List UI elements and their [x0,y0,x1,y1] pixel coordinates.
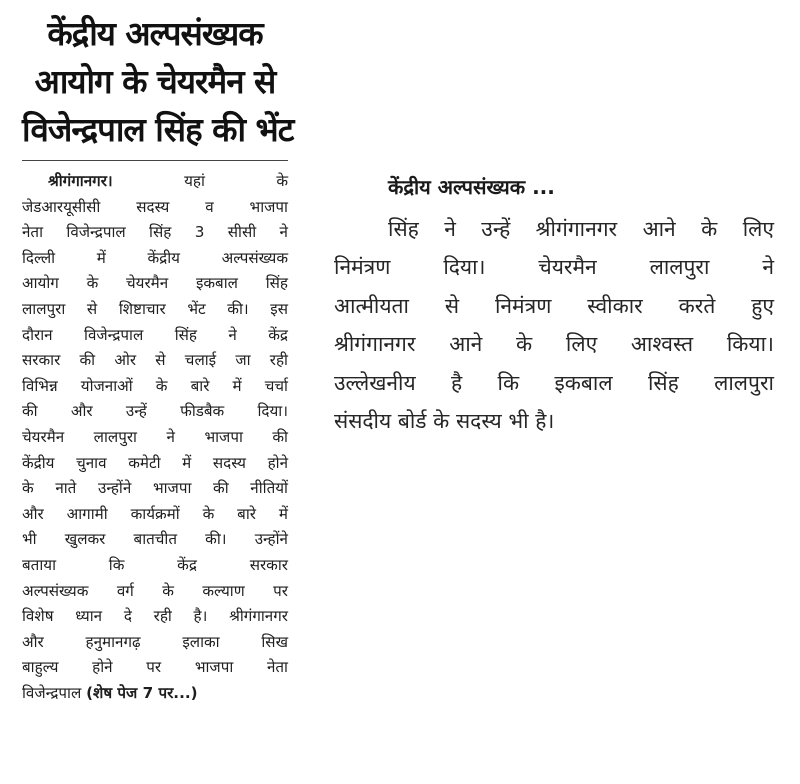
headline-divider [22,160,288,161]
body-line: और आगामी कार्यक्रमों के बारे में [22,504,288,523]
body-line-text: यहां के [184,172,288,190]
body-line: चेयरमैन लालपुरा ने भाजपा की [22,427,288,446]
body-line: विभिन्न योजनाओं के बारे में चर्चा [22,376,288,395]
body-line: केंद्रीय चुनाव कमेटी में सदस्य होने [22,453,288,472]
body-line: बाहुल्य होने पर भाजपा नेता [22,658,288,677]
body-line: विशेष ध्यान दे रही है। श्रीगंगानगर [22,607,288,626]
continued-note: (शेष पेज 7 पर...) [86,683,198,702]
body-line: और हनुमानगढ़ इलाका सिख [22,632,288,651]
body-line: की और उन्हें फीडबैक दिया। [22,402,288,421]
continuation-heading: केंद्रीय अल्पसंख्यक ... [388,175,555,199]
body-line: जेडआरयूसीसी सदस्य व भाजपा [22,197,288,216]
body-line: अल्पसंख्यक वर्ग के कल्याण पर [22,581,288,600]
body-line-text: विजेन्द्रपाल [22,683,82,702]
continuation-line: श्रीगंगानगर आने के लिए आश्वस्त किया। [334,332,774,357]
body-line: सरकार की ओर से चलाई जा रही [22,351,288,370]
article-headline [22,10,294,154]
body-line [22,681,288,707]
body-line: लालपुरा से शिष्टाचार भेंट की। इस [22,299,288,318]
headline-line: आयोग के चेयरमैन से [34,62,276,101]
continuation-line: निमंत्रण दिया। चेयरमैन लालपुरा ने [334,255,774,280]
continuation-body [334,210,774,440]
continuation-article [334,170,774,440]
body-line: भी खुलकर बातचीत की। उन्होंने [22,530,288,549]
body-line: दौरान विजेन्द्रपाल सिंह ने केंद्र [22,325,288,344]
continuation-line: संसदीय बोर्ड के सदस्य भी है। [334,409,555,434]
continuation-line: आत्मीयता से निमंत्रण स्वीकार करते हुए [334,293,774,318]
body-line: बताया कि केंद्र सरकार [22,555,288,574]
body-line: दिल्ली में केंद्रीय अल्पसंख्यक [22,248,288,267]
body-line: आयोग के चेयरमैन इकबाल सिंह [22,274,288,293]
continuation-line: सिंह ने उन्हें श्रीगंगानगर आने के लिए [388,217,774,241]
dateline: श्रीगंगानगर। [48,172,113,190]
main-article [22,10,294,706]
headline-line: विजेन्द्रपाल सिंह की भेंट [22,110,294,149]
body-line: के नाते उन्होंने भाजपा की नीतियों [22,479,288,498]
continuation-line: उल्लेखनीय है कि इकबाल सिंह लालपुरा [334,370,774,395]
headline-line: केंद्रीय अल्पसंख्यक [47,14,263,53]
body-line: नेता विजेन्द्रपाल सिंह 3 सीसी ने [22,223,288,242]
article-body [22,169,288,706]
body-line [22,169,288,195]
